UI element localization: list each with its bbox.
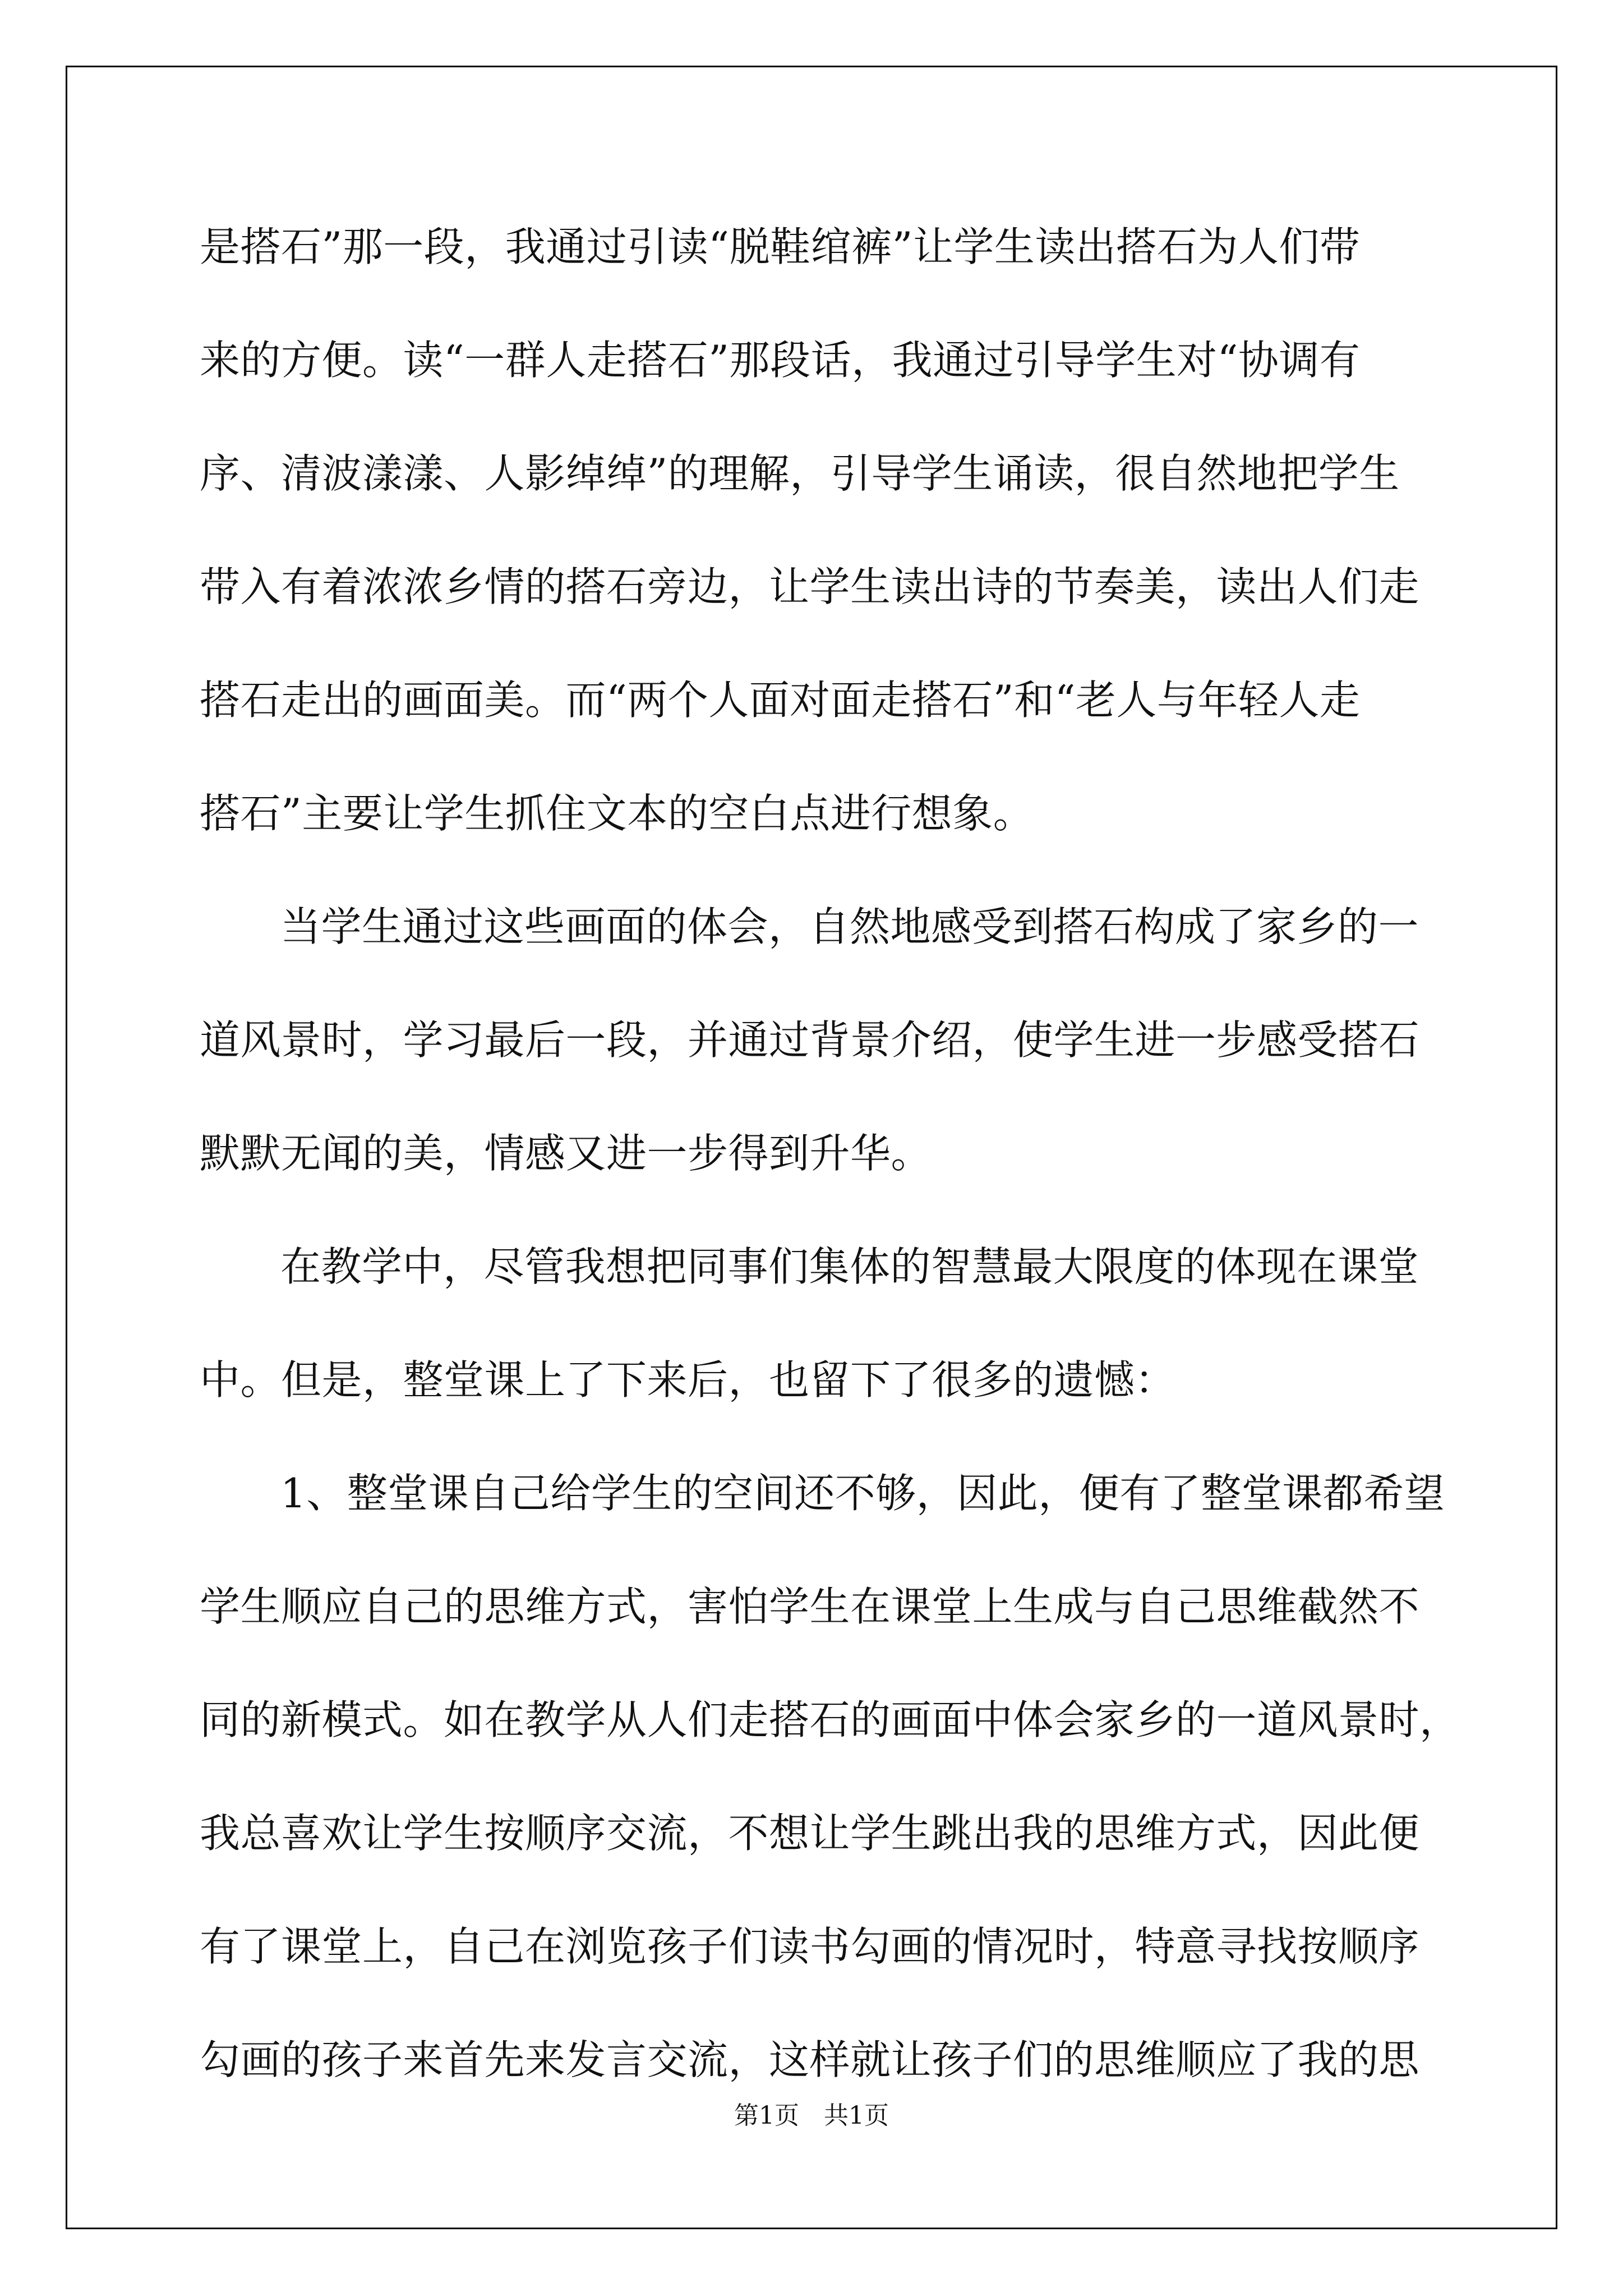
text-line: 搭石”主要让学生抓住文本的空白点进行想象。 — [200, 790, 1034, 837]
text-line: 有了课堂上，自己在浏览孩子们读书勾画的情况时，特意寻找按顺序 — [200, 1923, 1420, 1970]
text-line: 序、清波漾漾、人影绰绰”的理解，引导学生诵读，很自然地把学生 — [200, 450, 1400, 497]
text-line: 来的方便。读“一群人走搭石”那段话，我通过引导学生对“协调有 — [200, 337, 1361, 384]
text-line: 勾画的孩子来首先来发言交流，这样就让孩子们的思维顺应了我的思 — [200, 2036, 1420, 2083]
text-line: 中。但是，整堂课上了下来后，也留下了很多的遗憾： — [200, 1356, 1176, 1404]
paragraph-first-line: 在教学中，尽管我想把同事们集体的智慧最大限度的体现在课堂 — [280, 1243, 1419, 1290]
page-number-footer: 第1页 共1页 — [734, 2101, 889, 2130]
text-line: 同的新模式。如在教学从人们走搭石的画面中体会家乡的一道风景时， — [200, 1696, 1460, 1743]
paragraph-first-line: 当学生通过这些画面的体会，自然地感受到搭石构成了家乡的一 — [280, 903, 1419, 950]
text-line: 我总喜欢让学生按顺序交流，不想让学生跳出我的思维方式，因此便 — [200, 1810, 1420, 1857]
text-line: 道风景时，学习最后一段，并通过背景介绍，使学生进一步感受搭石 — [200, 1016, 1420, 1064]
paragraph-first-line: 1、整堂课自己给学生的空间还不够，因此，便有了整堂课都希望 — [280, 1470, 1445, 1517]
text-line: 是搭石”那一段，我通过引读“脱鞋绾裤”让学生读出搭石为人们带 — [200, 223, 1361, 270]
text-line: 学生顺应自己的思维方式，害怕学生在课堂上生成与自己思维截然不 — [200, 1583, 1420, 1630]
text-line: 搭石走出的画面美。而“两个人面对面走搭石”和“老人与年轻人走 — [200, 677, 1361, 724]
text-line: 默默无闻的美，情感又进一步得到升华。 — [200, 1130, 932, 1177]
text-line: 带入有着浓浓乡情的搭石旁边，让学生读出诗的节奏美，读出人们走 — [200, 563, 1420, 610]
